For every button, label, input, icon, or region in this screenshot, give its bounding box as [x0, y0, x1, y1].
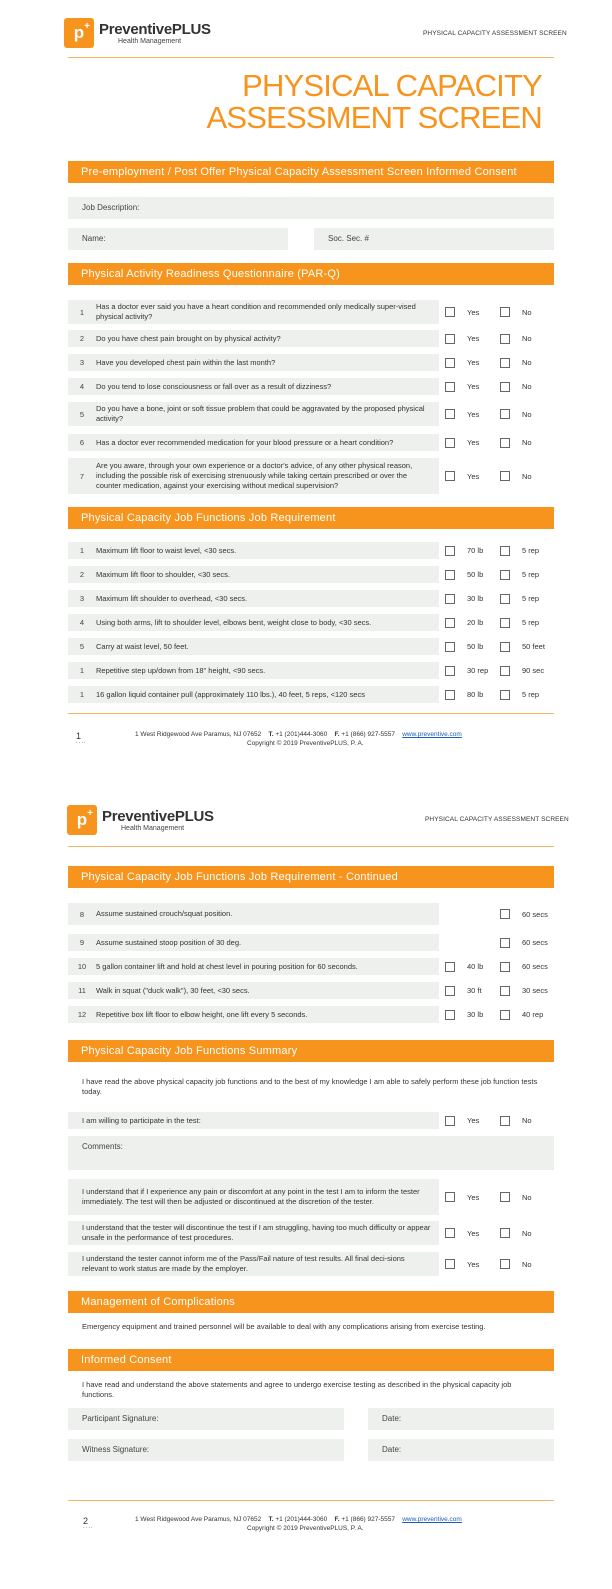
- job-row: [68, 1006, 554, 1023]
- row-text-box: [68, 982, 439, 999]
- section-job-requirement-continued: Physical Capacity Job Functions Job Requirement - Continued: [68, 866, 554, 888]
- checkbox[interactable]: [445, 1116, 455, 1126]
- requirement-weight[interactable]: 70 lb: [445, 546, 483, 556]
- row-number: 1: [79, 666, 85, 675]
- row-number: 1: [79, 546, 85, 555]
- no-option[interactable]: No: [500, 307, 532, 317]
- row-text: Maximum lift shoulder to overhead, <30 secs.: [96, 593, 248, 603]
- page-title: PHYSICAL CAPACITY ASSESSMENT SCREEN: [206, 68, 542, 135]
- statement-text: I understand the tester cannot inform me of the Pass/Fail nature of test results. All final deci-sions relevant to work status are made by the employer.: [82, 1254, 405, 1273]
- footer-divider: [68, 1500, 554, 1501]
- yes-option[interactable]: Yes: [445, 409, 479, 419]
- requirement-repetition[interactable]: 5 rep: [500, 594, 539, 604]
- job-row: [68, 542, 554, 559]
- checkbox[interactable]: [445, 334, 455, 344]
- checkbox[interactable]: [445, 666, 455, 676]
- comments-field[interactable]: Comments:: [68, 1136, 554, 1170]
- checkbox[interactable]: [500, 307, 510, 317]
- checkbox[interactable]: [445, 1259, 455, 1269]
- requirement-repetition[interactable]: 5 rep: [500, 690, 539, 700]
- row-text: Repetitive step up/down from 18" height, <90 secs.: [96, 665, 266, 675]
- requirement-weight[interactable]: 20 lb: [445, 618, 483, 628]
- row-text: 16 gallon liquid container pull (approximately 110 lbs.), 40 feet, 5 reps, <120 secs: [96, 689, 365, 699]
- requirement-weight[interactable]: 50 lb: [445, 570, 483, 580]
- row-number: 4: [79, 382, 85, 391]
- row-text: Do you tend to lose consciousness or fall over as a result of dizziness?: [96, 381, 332, 391]
- page-number-dots: ....: [83, 1524, 94, 1530]
- row-text: Assume sustained crouch/squat position.: [96, 909, 233, 918]
- row-text-box: [68, 566, 439, 583]
- question-row: [68, 434, 554, 451]
- row-text-box: [68, 542, 439, 559]
- willing-yes-option[interactable]: Yes: [445, 1116, 479, 1126]
- yes-option[interactable]: Yes: [445, 358, 479, 368]
- row-number: 5: [79, 642, 85, 651]
- question-row: [68, 378, 554, 395]
- yes-option[interactable]: Yes: [445, 1192, 479, 1202]
- row-number: 2: [79, 334, 85, 343]
- page-1: [0, 0, 612, 794]
- row-text: Carry at waist level, 50 feet.: [96, 641, 189, 651]
- no-option[interactable]: No: [500, 358, 532, 368]
- no-option[interactable]: No: [500, 438, 532, 448]
- row-text-box: [68, 458, 439, 494]
- willing-row: [68, 1112, 554, 1129]
- complications-text: Emergency equipment and trained personnel will be available to deal with any complications arising from exercise testing.: [82, 1322, 486, 1331]
- checkbox[interactable]: [445, 358, 455, 368]
- statement-row: [68, 1221, 554, 1245]
- yes-option[interactable]: Yes: [445, 382, 479, 392]
- statement-text: I understand that if I experience any pain or discomfort at any point in the test I am to inform the tester immediately. The test will then be adjusted or discontinued at the discretion of the tester.: [82, 1187, 420, 1206]
- header-doc-title: PHYSICAL CAPACITY ASSESSMENT SCREEN: [423, 30, 567, 37]
- checkbox[interactable]: [445, 1192, 455, 1202]
- requirement-weight[interactable]: 30 lb: [445, 594, 483, 604]
- question-row: [68, 300, 554, 324]
- row-number: 7: [79, 471, 85, 481]
- requirement-repetition[interactable]: 5 rep: [500, 570, 539, 580]
- row-number: 12: [77, 1010, 87, 1019]
- summary-intro: I have read the above physical capacity job functions and to the best of my knowledge I am able to safely perform these job function tests today.: [82, 1077, 538, 1096]
- witness-date-field[interactable]: Date:: [368, 1439, 554, 1461]
- page-number: 2: [83, 1516, 89, 1526]
- job-row: [68, 638, 554, 655]
- statement-text: I understand that the tester will discontinue the test if I am struggling, having too much difficulty or appear unsafe in the performance of test procedures.: [82, 1223, 431, 1242]
- website-link[interactable]: www.preventive.com: [402, 731, 462, 738]
- yes-option[interactable]: Yes: [445, 1228, 479, 1238]
- requirement-repetition[interactable]: 5 rep: [500, 546, 539, 556]
- requirement-weight[interactable]: 30 rep: [445, 666, 488, 676]
- row-number: 2: [79, 570, 85, 579]
- no-option[interactable]: No: [500, 1228, 532, 1238]
- checkbox[interactable]: [500, 358, 510, 368]
- row-text: Maximum lift floor to shoulder, <30 secs.: [96, 569, 231, 579]
- checkbox[interactable]: [500, 642, 510, 652]
- witness-signature-field[interactable]: Witness Signature:: [68, 1439, 344, 1461]
- checkbox[interactable]: [445, 594, 455, 604]
- row-text: Has a doctor ever recommended medication for your blood pressure or a heart condition?: [96, 437, 394, 447]
- row-number: 8: [79, 909, 85, 919]
- requirement-weight[interactable]: 40 lb: [445, 962, 483, 972]
- job-row: [68, 566, 554, 583]
- yes-option[interactable]: Yes: [445, 1259, 479, 1269]
- row-text-box: [68, 434, 439, 451]
- row-text-box: [68, 934, 439, 951]
- page-2: [0, 795, 612, 1589]
- row-text-box: [68, 378, 439, 395]
- footer-divider: [68, 713, 554, 714]
- checkbox[interactable]: [500, 334, 510, 344]
- requirement-weight[interactable]: 30 ft: [445, 986, 482, 996]
- checkbox[interactable]: [445, 570, 455, 580]
- brand-logo: [67, 805, 214, 835]
- row-text-box: [68, 1006, 439, 1023]
- checkbox[interactable]: [445, 618, 455, 628]
- no-option[interactable]: No: [500, 409, 532, 419]
- row-text-box: [68, 300, 439, 324]
- checkbox[interactable]: [500, 546, 510, 556]
- checkbox[interactable]: [445, 546, 455, 556]
- row-text-box: [68, 402, 439, 426]
- no-option[interactable]: No: [500, 1192, 532, 1202]
- checkbox[interactable]: [500, 1228, 510, 1238]
- row-text-box: [68, 1221, 439, 1245]
- footer-address-line: 1 West Ridgewood Ave Paramus, NJ 07652 T. +1 (201)444-3060 F. +1 (866) 927-5557 www.preventive.com: [135, 1516, 462, 1523]
- requirement-repetition[interactable]: 60 secs: [500, 909, 548, 919]
- requirement-weight[interactable]: 50 lb: [445, 642, 483, 652]
- ssn-field[interactable]: Soc. Sec. #: [314, 228, 554, 250]
- row-text: Are you aware, through your own experience or a doctor's advice, of any other physical reason, including the possible risk of exercising strenuously while taking certain prescribed or over the counter medication, against your exercising without medical supervision?: [96, 461, 413, 490]
- row-text-box: [68, 614, 439, 631]
- yes-option[interactable]: Yes: [445, 438, 479, 448]
- checkbox[interactable]: [500, 1116, 510, 1126]
- row-text-box: [68, 638, 439, 655]
- brand-name: PreventivePLUS: [102, 807, 214, 825]
- statement-row: [68, 1179, 554, 1215]
- page-number: 1: [76, 731, 82, 741]
- row-text: Has a doctor ever said you have a heart condition and recommended only medically super-vised physical activity?: [96, 302, 416, 321]
- question-row: [68, 330, 554, 347]
- row-text-box: [68, 354, 439, 371]
- yes-option[interactable]: Yes: [445, 334, 479, 344]
- section-parq: Physical Activity Readiness Questionnaire (PAR-Q): [68, 263, 554, 285]
- row-text: Have you developed chest pain within the last month?: [96, 357, 276, 367]
- footer-address-line: 1 West Ridgewood Ave Paramus, NJ 07652 T. +1 (201)444-3060 F. +1 (866) 927-5557 www.preventive.com: [135, 731, 462, 738]
- row-number: 6: [79, 438, 85, 447]
- section-informed-consent: Informed Consent: [68, 1349, 554, 1371]
- row-number: 4: [79, 618, 85, 627]
- brand-subtitle: Health Management: [118, 37, 182, 45]
- row-text-box: [68, 1252, 439, 1276]
- requirement-repetition[interactable]: 5 rep: [500, 618, 539, 628]
- checkbox[interactable]: [445, 307, 455, 317]
- willing-no-option[interactable]: No: [500, 1116, 532, 1126]
- checkbox[interactable]: [500, 938, 510, 948]
- no-option[interactable]: No: [500, 382, 532, 392]
- footer-copyright: Copyright © 2019 PreventivePLUS, P. A.: [247, 1525, 364, 1532]
- job-row: [68, 614, 554, 631]
- checkbox[interactable]: [445, 409, 455, 419]
- checkbox[interactable]: [500, 438, 510, 448]
- no-option[interactable]: No: [500, 471, 532, 481]
- row-number: 3: [79, 358, 85, 367]
- name-field[interactable]: Name:: [68, 228, 288, 250]
- checkbox[interactable]: [445, 1010, 455, 1020]
- checkbox[interactable]: [500, 570, 510, 580]
- requirement-repetition[interactable]: 90 sec: [500, 666, 544, 676]
- row-text: Repetitive box lift floor to elbow height, one lift every 5 seconds.: [96, 1009, 308, 1019]
- job-row: [68, 903, 554, 925]
- participant-date-field[interactable]: Date:: [368, 1408, 554, 1430]
- website-link[interactable]: www.preventive.com: [402, 1516, 462, 1523]
- row-number: 1: [79, 690, 85, 699]
- checkbox[interactable]: [445, 642, 455, 652]
- job-description-field[interactable]: Job Description:: [68, 197, 554, 219]
- checkbox[interactable]: [445, 690, 455, 700]
- yes-option[interactable]: Yes: [445, 307, 479, 317]
- row-text-box: [68, 903, 439, 925]
- section-job-requirement: Physical Capacity Job Functions Job Requirement: [68, 507, 554, 529]
- row-number: 10: [77, 962, 87, 971]
- brand-logo: [64, 18, 211, 48]
- row-text: Do you have chest pain brought on by physical activity?: [96, 333, 281, 343]
- question-row: [68, 354, 554, 371]
- checkbox[interactable]: [500, 1192, 510, 1202]
- requirement-repetition[interactable]: 40 rep: [500, 1010, 543, 1020]
- checkbox[interactable]: [500, 986, 510, 996]
- no-option[interactable]: No: [500, 334, 532, 344]
- question-row: [68, 458, 554, 494]
- consent-text: I have read and understand the above statements and agree to undergo exercise testing as described in the physical capacity job functions.: [82, 1380, 512, 1399]
- row-number: 3: [79, 594, 85, 603]
- requirement-repetition[interactable]: 60 secs: [500, 938, 548, 948]
- row-text: Maximum lift floor to waist level, <30 secs.: [96, 545, 237, 555]
- checkbox[interactable]: [500, 962, 510, 972]
- willing-text: I am willing to participate in the test:: [82, 1115, 201, 1125]
- checkbox[interactable]: [445, 471, 455, 481]
- job-row: [68, 662, 554, 679]
- row-text: 5 gallon container lift and hold at chest level in pouring position for 60 seconds.: [96, 961, 358, 971]
- row-text: Assume sustained stoop position of 30 deg.: [96, 937, 242, 947]
- page-number-dots: ....: [76, 739, 87, 745]
- brand-name: PreventivePLUS: [99, 20, 211, 38]
- checkbox[interactable]: [500, 409, 510, 419]
- checkbox[interactable]: [445, 962, 455, 972]
- checkbox[interactable]: [445, 1228, 455, 1238]
- row-number: 11: [78, 986, 86, 995]
- job-row: [68, 958, 554, 975]
- logo-mark-icon: p +: [64, 18, 94, 48]
- row-number: 1: [79, 307, 85, 317]
- checkbox[interactable]: [500, 618, 510, 628]
- requirement-repetition[interactable]: 50 feet: [500, 642, 545, 652]
- job-row: [68, 934, 554, 951]
- row-text-box: [68, 662, 439, 679]
- row-text: Do you have a bone, joint or soft tissue problem that could be aggravated by the proposed physical activity?: [96, 404, 425, 423]
- participant-signature-field[interactable]: Participant Signature:: [68, 1408, 344, 1430]
- checkbox[interactable]: [500, 909, 510, 919]
- row-text-box: [68, 958, 439, 975]
- checkbox[interactable]: [445, 986, 455, 996]
- row-number: 5: [79, 409, 85, 419]
- header-divider: [68, 57, 554, 58]
- row-text-box: [68, 590, 439, 607]
- row-text: Using both arms, lift to shoulder level, elbows bent, weight close to body, <30 secs.: [96, 617, 372, 627]
- statement-row: [68, 1252, 554, 1276]
- checkbox[interactable]: [445, 382, 455, 392]
- checkbox[interactable]: [500, 594, 510, 604]
- footer-copyright: Copyright © 2019 PreventivePLUS, P. A.: [247, 740, 364, 747]
- header-doc-title: PHYSICAL CAPACITY ASSESSMENT SCREEN: [425, 816, 569, 823]
- job-row: [68, 590, 554, 607]
- requirement-weight[interactable]: 80 lb: [445, 690, 483, 700]
- job-row: [68, 686, 554, 703]
- row-text-box: [68, 330, 439, 347]
- requirement-repetition[interactable]: 30 secs: [500, 986, 548, 996]
- yes-option[interactable]: Yes: [445, 471, 479, 481]
- job-row: [68, 982, 554, 999]
- requirement-weight[interactable]: 30 lb: [445, 1010, 483, 1020]
- logo-mark-icon: p +: [67, 805, 97, 835]
- section-summary: Physical Capacity Job Functions Summary: [68, 1040, 554, 1062]
- section-complications: Management of Complications: [68, 1291, 554, 1313]
- row-text-box: [68, 1179, 439, 1215]
- checkbox[interactable]: [500, 471, 510, 481]
- section-consent-header: Pre-employment / Post Offer Physical Capacity Assessment Screen Informed Consent: [68, 161, 554, 183]
- row-number: 9: [79, 938, 85, 947]
- checkbox[interactable]: [500, 1010, 510, 1020]
- brand-subtitle: Health Management: [121, 824, 185, 832]
- checkbox[interactable]: [500, 666, 510, 676]
- question-row: [68, 402, 554, 426]
- no-option[interactable]: No: [500, 1259, 532, 1269]
- checkbox[interactable]: [500, 1259, 510, 1269]
- row-text-box: [68, 686, 439, 703]
- requirement-repetition[interactable]: 60 secs: [500, 962, 548, 972]
- checkbox[interactable]: [445, 438, 455, 448]
- checkbox[interactable]: [500, 382, 510, 392]
- row-text: Walk in squat ("duck walk"), 30 feet, <30 secs.: [96, 985, 250, 995]
- checkbox[interactable]: [500, 690, 510, 700]
- header-divider: [68, 846, 554, 847]
